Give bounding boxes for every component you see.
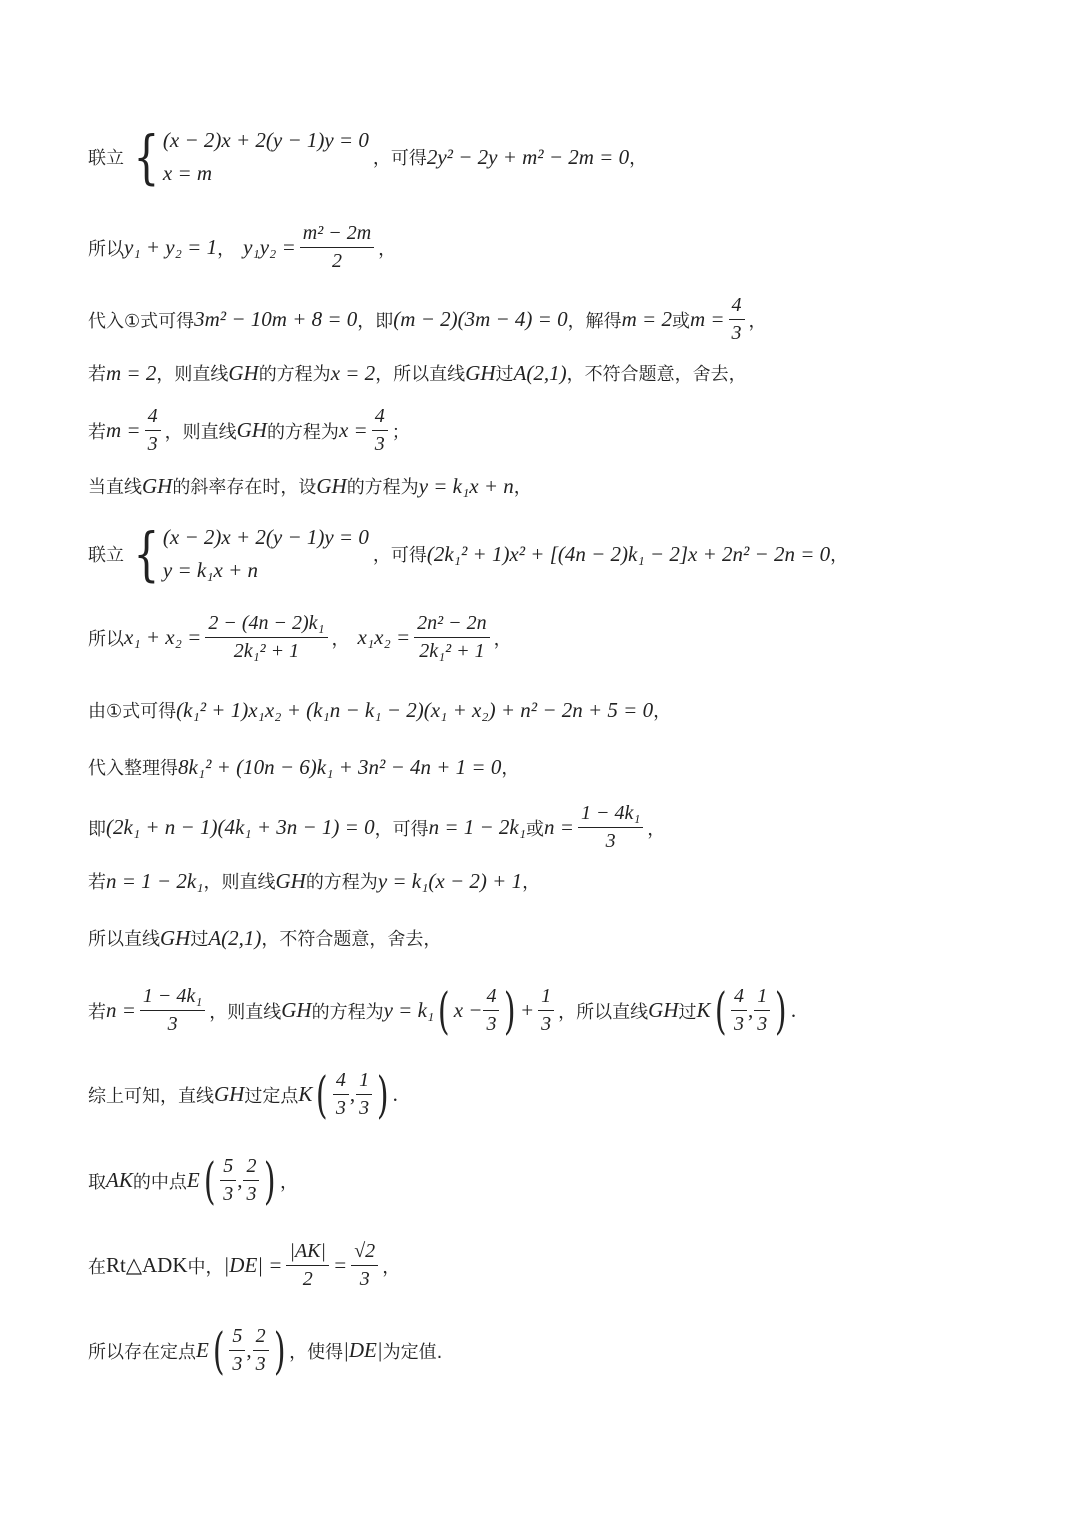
fraction: $\frac{2}{3}$: [243, 1155, 259, 1206]
equation: GH: [465, 360, 496, 385]
fraction: $\frac{1}{3}$: [538, 985, 554, 1036]
text: 即: [88, 818, 106, 840]
point-coordinates: ( $\frac{5}{3}$ , $\frac{2}{3}$ ): [203, 1151, 277, 1210]
text: ，不符合题意，舍去，: [261, 929, 442, 950]
left-brace: {: [133, 520, 160, 588]
text: ，则直线: [209, 1001, 282, 1023]
equation: m =: [689, 307, 725, 331]
equation: GH: [228, 360, 259, 385]
equation: (2k₁² + 1)x² + [(4n − 2)k₁ − 2]x + 2n² − 2n = 0: [426, 541, 831, 566]
equation-system: [128, 123, 369, 191]
text: ，: [629, 148, 648, 169]
text: 的斜率存在时，设: [172, 477, 317, 498]
fraction: $\frac{√2}{3}$: [351, 1240, 378, 1291]
equation: m = 2: [621, 307, 672, 331]
line-7: [88, 520, 849, 588]
fraction: $\frac{4}{3}$: [731, 985, 747, 1036]
fraction: $\frac{\text{2 − (4n − 2)k₁}}{\text{2k₁² + 1}}$: [205, 612, 327, 663]
text: ，: [217, 238, 236, 260]
equation: GH: [648, 998, 679, 1022]
fraction: $\frac{4}{3}$: [729, 294, 745, 345]
text: ，: [653, 701, 672, 722]
text: ，使得: [289, 1341, 344, 1363]
point-label: K: [696, 998, 711, 1022]
text: 联立: [88, 545, 124, 566]
line-15: [88, 1065, 398, 1124]
equation: (2k₁ + n − 1)(4k₁ + 3n − 1) = 0: [106, 815, 375, 839]
equation: GH: [236, 418, 267, 442]
line-8: [88, 612, 512, 663]
fraction: $\frac{4}{3}$: [483, 985, 499, 1036]
fraction: $\frac{5}{3}$: [229, 1325, 245, 1376]
text: 为定值.: [382, 1341, 443, 1363]
text: 联立: [88, 148, 124, 169]
system-row: x = m: [162, 161, 213, 185]
text: 过: [678, 1001, 697, 1023]
fraction: $\frac{4}{3}$: [333, 1069, 349, 1120]
equation: x₁x₂ =: [357, 625, 411, 649]
equation: y = k₁x + n: [418, 473, 514, 498]
point-label: E: [186, 1168, 200, 1192]
system-row: (x − 2)x + 2(y − 1)y = 0: [162, 525, 369, 549]
fraction: $\frac{1}{3}$: [754, 985, 770, 1036]
equation: GH: [214, 1082, 245, 1106]
text: ，可得: [374, 818, 429, 840]
equation: A(2,1): [513, 360, 567, 385]
fraction: $\frac{2}{3}$: [253, 1325, 269, 1376]
equation: y = k₁(x − 2) + 1: [377, 868, 523, 893]
line-13: [88, 925, 441, 951]
equation: x −: [453, 998, 483, 1022]
text: 由①式可得: [88, 701, 177, 722]
text: ，: [382, 1256, 401, 1278]
equation: y₁ + y₂ = 1: [124, 235, 218, 259]
text: 代入整理得: [88, 758, 178, 779]
text: 的方程为: [258, 364, 331, 385]
text: ，解得: [567, 310, 622, 332]
system-row: y = k₁x + n: [162, 558, 259, 582]
equation: n = 1 − 2k₁: [106, 868, 204, 893]
fraction: $\frac{4}{3}$: [145, 405, 161, 456]
equation: n =: [544, 815, 574, 839]
text: 取: [88, 1171, 106, 1193]
line-14: [88, 981, 797, 1040]
text: ，所以直线: [558, 1001, 649, 1023]
text: 的方程为: [305, 872, 378, 893]
text: 若: [88, 364, 106, 385]
text: .: [392, 1082, 398, 1106]
point-coordinates: ( $\frac{4}{3}$ , $\frac{1}{3}$ ): [714, 981, 787, 1040]
equation: GH: [142, 473, 173, 498]
line-11: [88, 802, 665, 853]
text: ，: [378, 238, 397, 260]
equation: |DE|: [343, 1338, 383, 1362]
equation: 2y² − 2y + m² − 2m = 0: [426, 144, 630, 169]
line-12: [88, 868, 540, 894]
equation: AK: [106, 1168, 133, 1192]
equation: 3m² − 10m + 8 = 0: [194, 307, 358, 331]
line-1: [88, 123, 648, 191]
fraction: $\frac{4}{3}$: [372, 405, 388, 456]
text: 综上可知，直线: [88, 1085, 214, 1107]
equation: Rt△ADK: [106, 1253, 188, 1277]
text: 若: [88, 872, 106, 893]
text: 所以: [88, 238, 124, 260]
text: 当直线: [88, 477, 142, 498]
text: ，: [522, 872, 541, 893]
text: ，不符合题意，舍去，: [566, 364, 747, 385]
fraction: $\frac{\text{1 − 4k₁}}{3}$: [578, 802, 643, 853]
text: ，则直线: [164, 421, 237, 443]
text: ，则直线: [203, 872, 276, 893]
text: 中，: [187, 1256, 224, 1278]
equation: m =: [106, 418, 141, 442]
text: 过定点: [244, 1085, 299, 1107]
line-9: [88, 697, 671, 723]
text: 所以: [88, 628, 124, 650]
text: 若: [88, 421, 106, 443]
equation: A(2,1): [208, 925, 262, 950]
fraction: $\frac{\text{m² − 2m}}{2}$: [300, 222, 374, 273]
text: ，: [501, 758, 520, 779]
equation: (k₁² + 1)x₁x₂ + (k₁n − k₁ − 2)(x₁ + x₂) + n² − 2n + 5 = 0: [176, 697, 654, 722]
point-label: E: [196, 1338, 209, 1362]
text: ，所以直线: [375, 364, 466, 385]
equation: GH: [316, 473, 347, 498]
fraction: $\frac{\text{1 − 4k₁}}{3}$: [140, 985, 205, 1036]
point-coordinates: ( $\frac{4}{3}$ , $\frac{1}{3}$ ): [316, 1065, 389, 1124]
equation: x = 2: [330, 360, 376, 385]
text: 若: [88, 1001, 106, 1023]
text: .: [790, 998, 797, 1022]
point-coordinates: ( $\frac{5}{3}$ , $\frac{2}{3}$ ): [212, 1321, 286, 1380]
text: ，: [513, 477, 532, 498]
equation: n = 1 − 2k₁: [428, 815, 527, 839]
equation: GH: [281, 998, 312, 1022]
text: 代入①式可得: [88, 310, 195, 332]
line-17: [88, 1240, 400, 1291]
text: ；: [391, 421, 410, 443]
point-label: K: [298, 1082, 313, 1106]
equation: |DE| =: [223, 1253, 283, 1277]
line-10: [88, 754, 519, 780]
line-5: [88, 405, 410, 456]
fraction: $\frac{5}{3}$: [220, 1155, 236, 1206]
text: ，: [493, 628, 512, 650]
text: 或: [526, 818, 545, 840]
equation: (m − 2)(3m − 4) = 0: [393, 307, 568, 331]
fraction: $\frac{1}{3}$: [356, 1069, 372, 1120]
line-6: [88, 473, 532, 499]
text: 所以存在定点: [88, 1341, 196, 1363]
fraction: $\frac{\text{2n² − 2n}}{\text{2k₁² + 1}}$: [414, 612, 490, 663]
equation: =: [333, 1253, 348, 1277]
equation: GH: [275, 868, 306, 893]
equation: GH: [160, 925, 191, 950]
equation: 8k₁² + (10n − 6)k₁ + 3n² − 4n + 1 = 0: [178, 754, 502, 779]
text: ，: [331, 628, 350, 650]
equation: x₁ + x₂ =: [124, 625, 202, 649]
equation: m = 2: [106, 360, 157, 385]
equation: y = k₁: [383, 998, 435, 1022]
text: 或: [671, 310, 690, 332]
parenthesized-expression: ( x − $\frac{4}{3}$ ): [438, 981, 517, 1040]
equation: n =: [106, 998, 136, 1022]
text: ，: [748, 310, 767, 332]
left-brace: {: [133, 123, 160, 191]
system-row: (x − 2)x + 2(y − 1)y = 0: [162, 128, 369, 152]
text: 在: [88, 1256, 106, 1278]
text: 的中点: [132, 1171, 187, 1193]
text: 过: [495, 364, 514, 385]
text: ，则直线: [156, 364, 229, 385]
equation: +: [520, 998, 535, 1022]
text: 过: [190, 929, 209, 950]
line-18: [88, 1321, 443, 1380]
text: ，即: [357, 310, 394, 332]
fraction: $\frac{|AK|}{2}$: [286, 1240, 329, 1291]
line-2: [88, 222, 396, 273]
text: 的方程为: [311, 1001, 384, 1023]
text: 所以直线: [88, 929, 160, 950]
text: 的方程为: [266, 421, 339, 443]
line-3: [88, 294, 767, 345]
equation: x =: [338, 418, 368, 442]
text: ，: [830, 545, 849, 566]
text: ，可得: [372, 148, 427, 169]
text: 的方程为: [346, 477, 419, 498]
equation-system: [128, 520, 369, 588]
line-4: [88, 360, 747, 386]
text: ，: [647, 818, 666, 840]
text: ，可得: [372, 545, 427, 566]
line-16: [88, 1151, 298, 1210]
text: ，: [279, 1171, 298, 1193]
equation: y₁y₂ =: [243, 235, 296, 259]
